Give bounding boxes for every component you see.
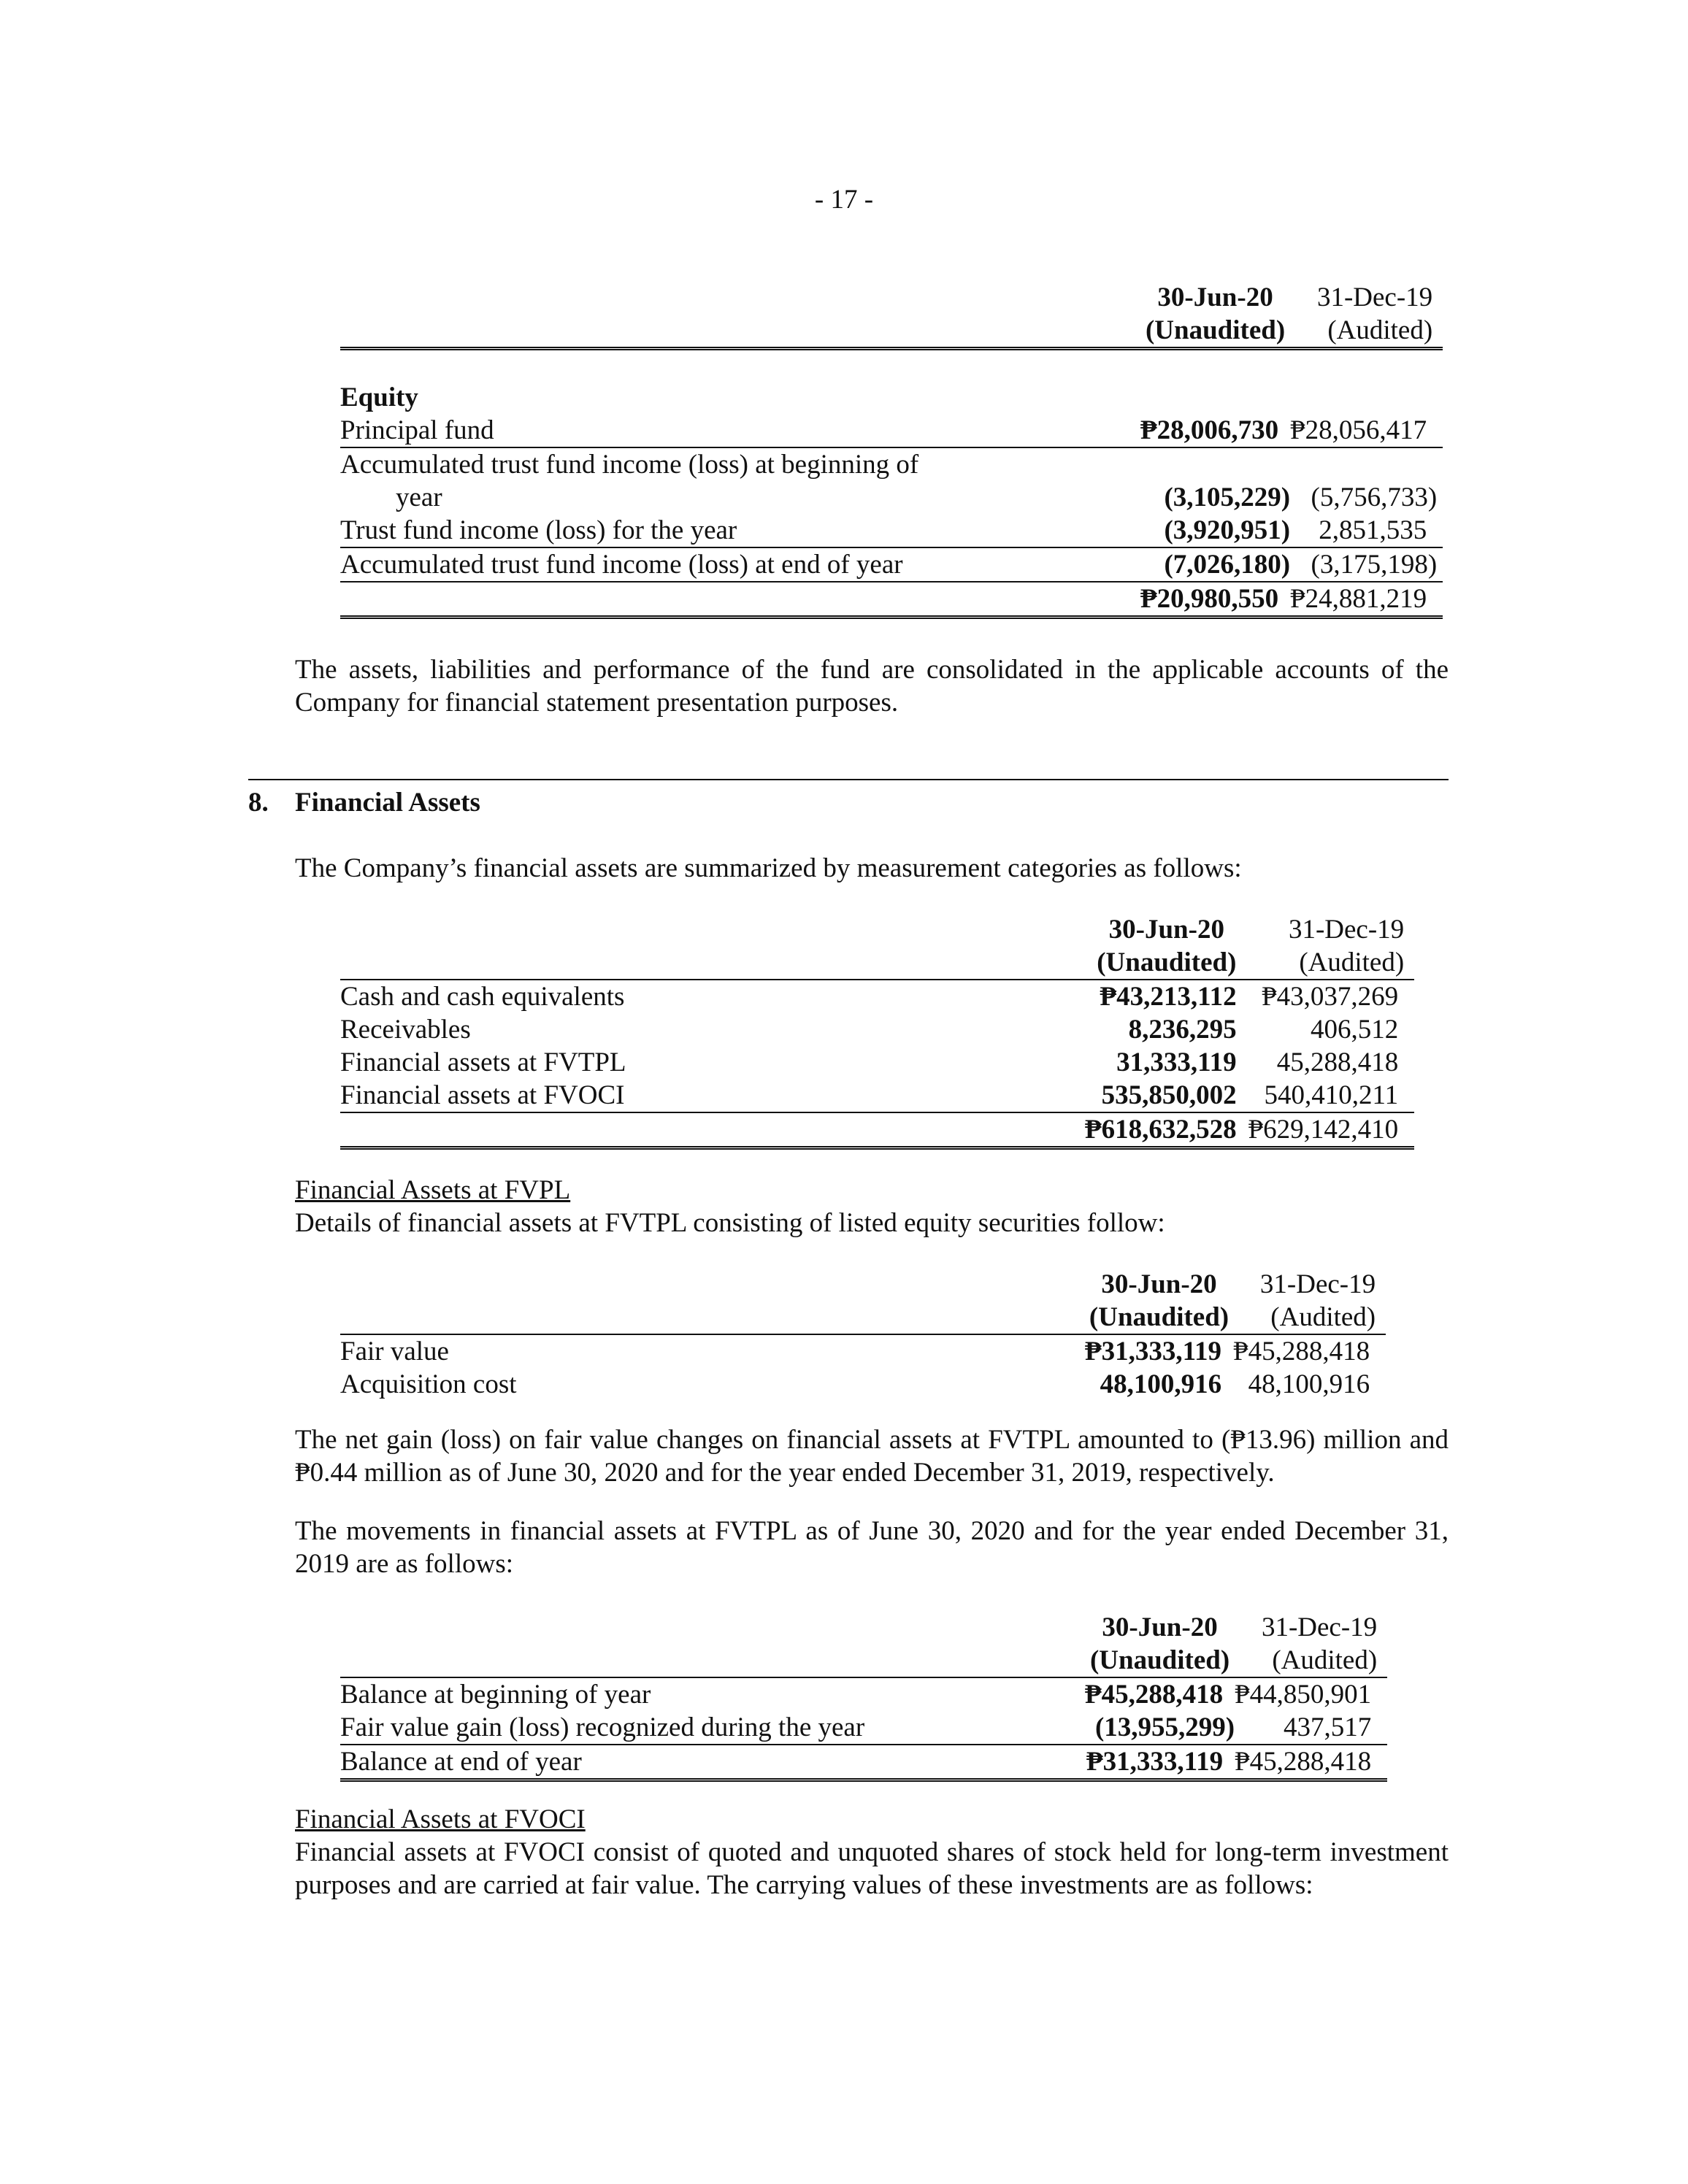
total-value-2020: ₱31,333,119: [1085, 1745, 1235, 1780]
row-value-2020: (3,105,229): [1164, 482, 1291, 512]
col1-subheader: (Unaudited): [1140, 314, 1290, 349]
row-value-2020: ₱45,288,418: [1085, 1680, 1224, 1710]
row-value-2020: (7,026,180): [1140, 547, 1290, 582]
total-value-2020: ₱618,632,528: [1085, 1112, 1248, 1148]
table-row: [340, 1711, 1387, 1745]
equity-table: [340, 281, 1443, 619]
table-header-row: [340, 281, 1443, 314]
table-row: [340, 481, 1443, 514]
row-label: Financial assets at FVTPL: [340, 1047, 626, 1077]
table-row: [340, 414, 1443, 447]
row-value-2019: 437,517: [1235, 1711, 1387, 1745]
table-row: [340, 447, 1443, 481]
total-value-2020: ₱20,980,550: [1140, 582, 1290, 618]
table-row: [340, 514, 1443, 547]
fvpl-heading: Financial Assets at FVPL: [295, 1175, 571, 1205]
table-row: [340, 547, 1443, 582]
movements-table: [340, 1611, 1387, 1782]
section-intro: The Company’s financial assets are summarized by measurement categories as follows:: [295, 853, 1242, 883]
col2-subheader: (Audited): [1290, 314, 1443, 349]
row-value-2020: 535,850,002: [1085, 1079, 1248, 1112]
table-header-row: [340, 913, 1414, 946]
row-value-2019: ₱44,850,901: [1235, 1680, 1372, 1710]
row-value-2020: ₱31,333,119: [1085, 1337, 1222, 1366]
row-label: Cash and cash equivalents: [340, 982, 625, 1012]
table-total-row: [340, 1112, 1414, 1148]
table-row: [340, 1334, 1386, 1368]
table-header-row: [340, 1301, 1386, 1334]
consolidation-paragraph: The assets, liabilities and performance of the fund are consolidated in the applicable accounts of the Company for financial statement presentation purposes.: [295, 655, 1449, 718]
table-row: [340, 1677, 1387, 1711]
col1-header: 30-Jun-20: [1102, 1612, 1218, 1642]
table-total-row: [340, 1745, 1387, 1780]
row-value-2020: 8,236,295: [1128, 1015, 1237, 1045]
row-label: Balance at beginning of year: [340, 1680, 651, 1710]
row-label: Acquisition cost: [340, 1369, 517, 1399]
row-label: Receivables: [340, 1015, 471, 1045]
row-value-2019: 540,410,211: [1248, 1079, 1415, 1112]
row-value-2020: (3,920,951): [1140, 514, 1290, 547]
col1-subheader: (Unaudited): [1085, 1644, 1235, 1677]
col2-subheader: (Audited): [1248, 946, 1415, 980]
row-label: Fair value gain (loss) recognized during the year: [340, 1711, 975, 1745]
table-row: [340, 1046, 1414, 1079]
total-value-2019: ₱45,288,418: [1235, 1745, 1387, 1780]
row-label: Accumulated trust fund income (loss) at beginning of: [340, 450, 919, 480]
col2-header: 31-Dec-19: [1261, 1612, 1378, 1642]
row-label: year: [396, 482, 442, 512]
table-row: [340, 1079, 1414, 1112]
row-value-2020: 48,100,916: [1100, 1369, 1222, 1399]
fvpl-text: Details of financial assets at FVTPL consisting of listed equity securities follow:: [295, 1208, 1165, 1238]
col2-subheader: (Audited): [1235, 1644, 1387, 1677]
row-value-2019: 48,100,916: [1248, 1369, 1370, 1399]
row-value-2019: (3,175,198): [1290, 547, 1443, 582]
row-value-2020: 31,333,119: [1116, 1047, 1237, 1077]
col1-header: 30-Jun-20: [1108, 915, 1224, 945]
col1-header: 30-Jun-20: [1101, 1269, 1217, 1299]
fvoci-text: Financial assets at FVOCI consist of quoted and unquoted shares of stock held for long-term investment purposes and are carried at fair value. The carrying values of these investments are as follows:: [295, 1837, 1449, 1900]
fvoci-heading: Financial Assets at FVOCI: [295, 1804, 586, 1834]
row-value-2020: ₱43,213,112: [1100, 982, 1237, 1012]
col1-subheader: (Unaudited): [1085, 946, 1248, 980]
table-row: [340, 381, 1443, 414]
col1-subheader: (Unaudited): [1085, 1301, 1233, 1334]
page-number: - 17 -: [814, 185, 874, 215]
row-label: Fair value: [340, 1337, 449, 1366]
row-label: Principal fund: [340, 414, 1031, 447]
table-header-row: [340, 1611, 1387, 1644]
total-value-2019: ₱629,142,410: [1248, 1112, 1415, 1148]
table-row: [340, 980, 1414, 1013]
row-value-2020: ₱28,006,730: [1140, 414, 1290, 447]
section-title: Financial Assets: [295, 788, 480, 818]
fvpl-table: [340, 1268, 1386, 1401]
total-value-2019: ₱24,881,219: [1290, 582, 1443, 618]
table-row: [340, 1368, 1386, 1401]
row-value-2019: (5,756,733): [1311, 482, 1438, 512]
row-value-2019: 406,512: [1310, 1015, 1399, 1045]
row-value-2019: 2,851,535: [1290, 514, 1443, 547]
row-value-2019: ₱28,056,417: [1290, 414, 1443, 447]
financial-assets-table: [340, 913, 1414, 1150]
table-header-row: [340, 946, 1414, 980]
movements-paragraph: The movements in financial assets at FVTPL as of June 30, 2020 and for the year ended December 31, 2019 are as follows:: [295, 1516, 1449, 1579]
net-gain-paragraph: The net gain (loss) on fair value changes on financial assets at FVTPL amounted to (₱13.96) million and ₱0.44 million as of June 30, 2020 and for the year ended December 31, 2019, respectively.: [295, 1425, 1449, 1488]
row-label: Balance at end of year: [340, 1745, 975, 1780]
row-label: Trust fund income (loss) for the year: [340, 514, 1031, 547]
col2-header: 31-Dec-19: [1288, 915, 1405, 945]
row-label: Accumulated trust fund income (loss) at end of year: [340, 547, 1031, 582]
row-value-2019: ₱45,288,418: [1233, 1337, 1370, 1366]
row-label: Financial assets at FVOCI: [340, 1079, 975, 1112]
table-header-row: [340, 1644, 1387, 1677]
col1-header: 30-Jun-20: [1157, 282, 1273, 312]
row-value-2019: 45,288,418: [1276, 1047, 1399, 1077]
row-value-2020: (13,955,299): [1085, 1711, 1235, 1745]
section-number: 8.: [248, 788, 269, 818]
col2-subheader: (Audited): [1233, 1301, 1386, 1334]
col2-header: 31-Dec-19: [1316, 282, 1433, 312]
table-header-row: [340, 314, 1443, 349]
row-value-2019: ₱43,037,269: [1262, 982, 1399, 1012]
table-row: [340, 1013, 1414, 1046]
table-total-row: [340, 582, 1443, 618]
table-header-row: [340, 1268, 1386, 1301]
equity-heading: Equity: [340, 382, 418, 412]
section-divider: [248, 779, 1449, 780]
col2-header: 31-Dec-19: [1259, 1269, 1376, 1299]
